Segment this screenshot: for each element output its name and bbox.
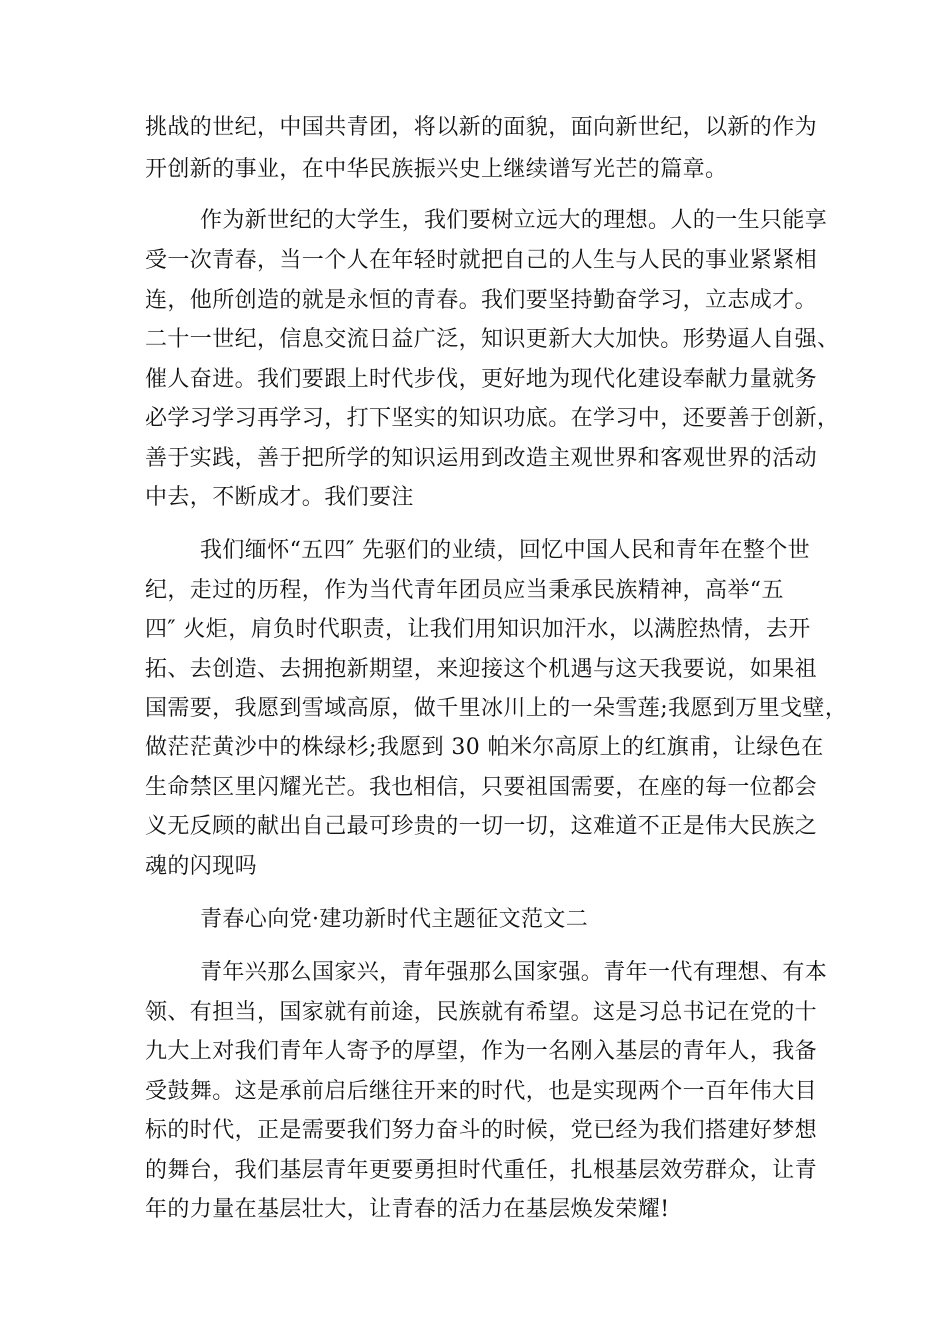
text-line: 年的力量在基层壮大，让青春的活力在基层焕发荣耀!: [145, 1197, 670, 1222]
text-line: 挑战的世纪，中国共青团，将以新的面貌，面向新世纪，以新的作为: [145, 115, 818, 140]
text-line: 善于实践，善于把所学的知识运用到改造主观世界和客观世界的活动: [145, 446, 818, 471]
text-line: 标的时代，正是需要我们努力奋斗的时候，党已经为我们搭建好梦想: [145, 1118, 818, 1143]
text-line: 领、有担当，国家就有前途，民族就有希望。这是习总书记在党的十: [145, 1000, 818, 1025]
text-line: 青年兴那么国家兴，青年强那么国家强。青年一代有理想、有本: [200, 960, 828, 985]
text-line: 作为新世纪的大学生，我们要树立远大的理想。人的一生只能享: [200, 208, 828, 233]
text-line: 九大上对我们青年人寄予的厚望，作为一名刚入基层的青年人，我备: [145, 1039, 818, 1064]
text-line: 生命禁区里闪耀光芒。我也相信，只要祖国需要，在座的每一位都会: [145, 775, 818, 800]
heading-text: 青春心向党·建功新时代主题征文范文二: [200, 907, 589, 932]
text-line: 四″ 火炬，肩负时代职责，让我们用知识加汗水，以满腔热情，去开: [145, 617, 811, 642]
text-line: 做茫茫黄沙中的株绿杉;我愿到 30 帕米尔高原上的红旗甫，让绿色在: [145, 735, 824, 760]
text-line: 纪，走过的历程，作为当代青年团员应当秉承民族精神，高举“五: [145, 578, 784, 603]
text-line: 义无反顾的献出自己最可珍贵的一切一切，这难道不正是伟大民族之: [145, 814, 818, 839]
text-line: 开创新的事业，在中华民族振兴史上继续谱写光芒的篇章。: [145, 157, 728, 182]
text-line: 国需要，我愿到雪域高原，做千里冰川上的一朵雪莲;我愿到万里戈壁，: [145, 696, 848, 721]
text-line: 中去，不断成才。我们要注: [145, 485, 414, 510]
text-line: 必学习学习再学习，打下坚实的知识功底。在学习中，还要善于创新，: [145, 406, 840, 431]
text-line: 魂的闪现吗: [145, 854, 258, 879]
text-line: 连，他所创造的就是永恒的青春。我们要坚持勤奋学习，立志成才。: [145, 288, 818, 313]
text-line: 的舞台，我们基层青年更要勇担时代重任，扎根基层效劳群众，让青: [145, 1158, 818, 1183]
text-line: 我们缅怀“五四″ 先驱们的业绩，回忆中国人民和青年在整个世: [200, 538, 811, 563]
text-line: 受一次青春，当一个人在年轻时就把自己的人生与人民的事业紧紧相: [145, 248, 818, 273]
text-line: 催人奋进。我们要跟上时代步伐，更好地为现代化建设奉献力量就务: [145, 367, 818, 392]
text-line: 拓、去创造、去拥抱新期望，来迎接这个机遇与这天我要说，如果祖: [145, 657, 818, 682]
text-line: 二十一世纪，信息交流日益广泛，知识更新大大加快。形势逼人自强、: [145, 327, 840, 352]
text-line: 受鼓舞。这是承前启后继往开来的时代，也是实现两个一百年伟大目: [145, 1079, 818, 1104]
